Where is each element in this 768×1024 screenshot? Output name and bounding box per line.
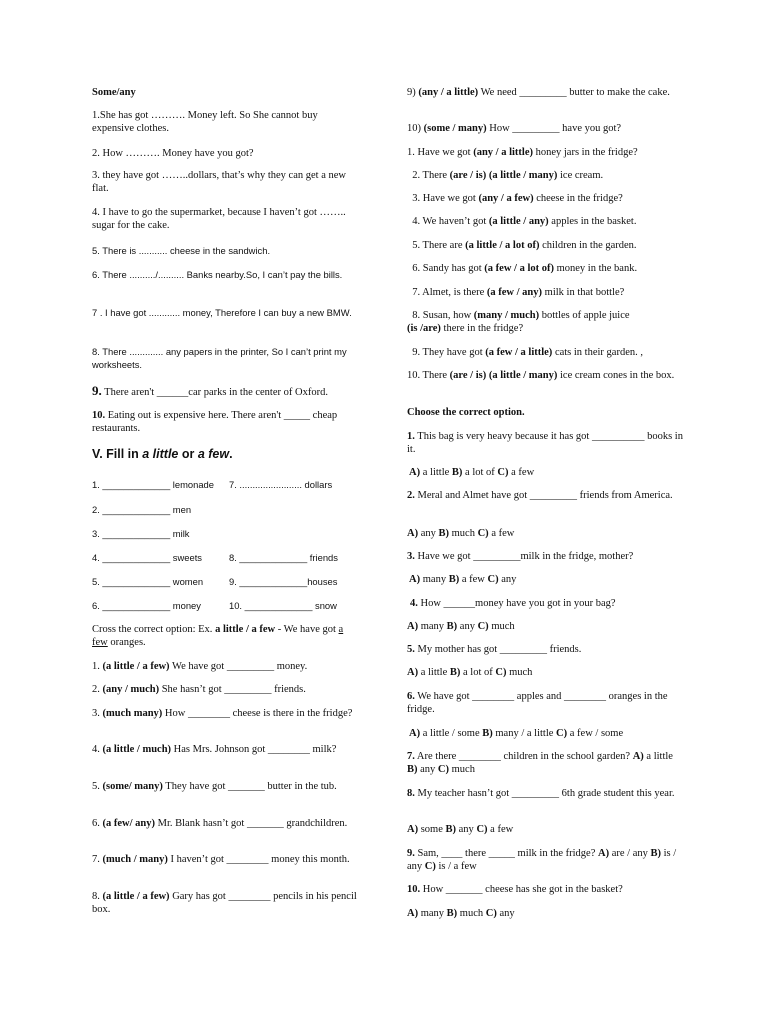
choose-answers-3: A) many B) a few C) any <box>407 574 517 585</box>
choose-question-4: 4. How ______money have you got in your bag? <box>410 598 616 609</box>
fill-cell: 2. _____________ men <box>92 504 192 515</box>
right-item-9: 9) (any / a little) We need _________ butter to make the cake. <box>407 87 670 98</box>
someany-item-10: 10. Eating out is expensive here. There aren't _____ cheap restaurants. <box>92 410 338 434</box>
choose-question-8: 8. My teacher hasn’t got _________ 6th grade student this year. <box>407 788 675 799</box>
fill-cell: 9. _____________houses <box>229 576 338 587</box>
choose-question-5: 5. My mother has got _________ friends. <box>407 644 582 655</box>
someany-item-6: 6. There ........../.......... Banks nearby.So, I can’t pay the bills. <box>92 269 343 280</box>
ex-item-4: 4. We haven’t got (a little / any) apples in the basket. <box>407 216 637 227</box>
choose-answers-6: A) a little / some B) many / a little C) a few / some <box>407 728 624 739</box>
fill-cell: 3. _____________ milk <box>92 528 190 539</box>
fill-row-3 <box>92 527 360 540</box>
choose-question-9: 9. Sam, ____ there _____ milk in the fridge? A) are / any B) is / any C) is / a few <box>407 848 677 872</box>
right-item-10: 10) (some / many) How _________ have you got? <box>407 123 622 134</box>
cross-item-2: 2. (any / much) She hasn’t got _________ friends. <box>92 684 306 695</box>
section-heading-some-any: Some/any <box>92 87 136 98</box>
fill-cell: 4. _____________ sweets <box>92 552 202 563</box>
ex-item-7: 7. Almet, is there (a few / any) milk in that bottle? <box>407 287 625 298</box>
cross-item-8: 8. (a little / a few) Gary has got ________ pencils in his pencil box. <box>92 891 357 915</box>
cross-item-7: 7. (much / many) I haven’t got ________ money this month. <box>92 854 350 865</box>
choose-answers-5: A) a little B) a lot of C) much <box>407 667 533 678</box>
someany-item-8: 8. There ............. any papers in the printer, So I can’t print my worksheets. <box>92 346 347 370</box>
ex-item-8: 8. Susan, how (many / much) bottles of apple juice (is /are) there in the fridge? <box>407 310 630 334</box>
fill-row-1 <box>92 478 360 491</box>
fill-cell: 10. _____________ snow <box>229 600 337 611</box>
choose-question-6: 6. We have got ________ apples and ________ oranges in the fridge. <box>407 691 668 715</box>
fill-cell: 8. _____________ friends <box>229 552 338 563</box>
cross-item-5: 5. (some/ many) They have got _______ butter in the tub. <box>92 781 337 792</box>
fill-row-6 <box>92 599 360 612</box>
choose-question-7: 7. Are there ________ children in the school garden? A) a little B) any C) much <box>407 751 673 775</box>
section-heading-choose: Choose the correct option. <box>407 407 525 418</box>
someany-item-7: 7 . I have got ............ money, Therefore I can buy a new BMW. <box>92 307 352 318</box>
fill-row-2 <box>92 503 360 516</box>
someany-item-2: 2. How ………. Money have you got? <box>92 148 254 159</box>
fill-row-5 <box>92 575 360 588</box>
choose-question-10: 10. How _______ cheese has she got in the basket? <box>407 884 623 895</box>
section-heading-fill-in: V. Fill in a little or a few. <box>92 447 233 461</box>
cross-item-3: 3. (much many) How ________ cheese is there in the fridge? <box>92 708 353 719</box>
someany-item-1: 1.She has got ………. Money left. So She cannot buy expensive clothes. <box>92 110 318 134</box>
fill-cell: 5. _____________ women <box>92 576 204 587</box>
ex-item-9: 9. They have got (a few / a little) cats in their garden. , <box>407 347 643 358</box>
ex-item-3: 3. Have we got (any / a few) cheese in the fridge? <box>407 193 623 204</box>
choose-answers-2: A) any B) much C) a few <box>407 528 515 539</box>
fill-cell: 7. ........................ dollars <box>229 479 333 490</box>
ex-item-1: 1. Have we got (any / a little) honey jars in the fridge? <box>407 147 638 158</box>
choose-answers-4: A) many B) any C) much <box>407 621 515 632</box>
fill-cell: 6. _____________ money <box>92 600 201 611</box>
choose-question-3: 3. Have we got _________milk in the fridge, mother? <box>407 551 634 562</box>
fill-row-4 <box>92 551 360 564</box>
choose-answers-1: A) a little B) a lot of C) a few <box>407 467 535 478</box>
choose-answers-10: A) many B) much C) any <box>407 908 515 919</box>
ex-item-6: 6. Sandy has got (a few / a lot of) money in the bank. <box>407 263 638 274</box>
ex-item-2: 2. There (are / is) (a little / many) ice cream. <box>407 170 604 181</box>
choose-question-1: 1. This bag is very heavy because it has got __________ books in it. <box>407 431 683 455</box>
cross-item-1: 1. (a little / a few) We have got _________ money. <box>92 661 308 672</box>
someany-item-5: 5. There is ........... cheese in the sandwich. <box>92 245 271 256</box>
cross-item-6: 6. (a few/ any) Mr. Blank hasn’t got _______ grandchildren. <box>92 818 348 829</box>
cross-item-4: 4. (a little / much) Has Mrs. Johnson got ________ milk? <box>92 744 337 755</box>
fill-cell: 1. _____________ lemonade <box>92 479 214 490</box>
cross-instructions: Cross the correct option: Ex. a little / a few - We have got a few oranges. <box>92 624 344 648</box>
ex-item-5: 5. There are (a little / a lot of) children in the garden. <box>407 240 637 251</box>
choose-question-2: 2. Meral and Almet have got _________ friends from America. <box>407 490 673 501</box>
someany-item-4: 4. I have to go the supermarket, because I haven’t got …….. sugar for the cake. <box>92 207 346 231</box>
someany-item-9: 9. There aren't ______car parks in the center of Oxford. <box>92 383 328 398</box>
someany-item-3: 3. they have got ……..dollars, that’s why they can get a new flat. <box>92 170 346 194</box>
ex-item-10: 10. There (are / is) (a little / many) ice cream cones in the box. <box>407 370 675 381</box>
choose-answers-8: A) some B) any C) a few <box>407 824 514 835</box>
